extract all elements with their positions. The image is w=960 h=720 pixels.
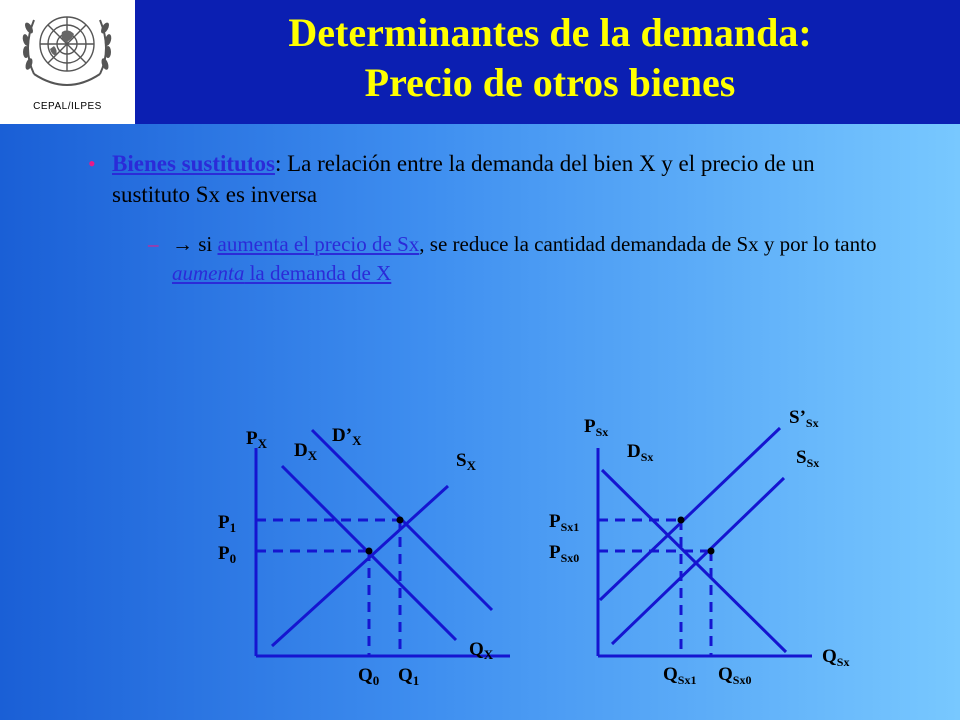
right-p0-label: $P_{Sx0}$ (549, 542, 580, 565)
left-equilibrium-0 (366, 548, 373, 555)
right-p1-label: $P_{Sx1}$ (549, 511, 580, 534)
right-supply-shifted-label: $S’_{Sx}$ (789, 407, 819, 430)
bullet-marker: • (88, 151, 96, 176)
right-y-axis-label: $P_{Sx}$ (584, 416, 609, 439)
left-q0-label: $Q_0$ (358, 665, 380, 688)
left-demand-label: $D_X$ (294, 440, 318, 463)
left-p0-label: $P_0$ (218, 543, 237, 566)
right-x-axis-label: $Q_{Sx}$ (822, 646, 850, 669)
title-line-2: Precio de otros bienes (364, 60, 736, 105)
left-equilibrium-1 (397, 517, 404, 524)
left-q1-label: $Q_1$ (398, 665, 420, 688)
right-supply-label: $S_{Sx}$ (796, 447, 820, 470)
right-equilibrium-1 (678, 517, 685, 524)
left-y-axis-label: $P_X$ (246, 428, 267, 451)
price-increase-link[interactable]: aumenta el precio de Sx (217, 232, 420, 256)
left-demand-shifted-label: $D’_X$ (332, 425, 362, 448)
right-diagram (598, 428, 812, 656)
right-demand-label: $D_{Sx}$ (627, 441, 654, 464)
right-equilibrium-0 (708, 548, 715, 555)
title-line-1: Determinantes de la demanda: (288, 10, 812, 55)
logo-caption: CEPAL/ILPES (33, 101, 102, 112)
substitutes-link[interactable]: Bienes sustitutos (112, 151, 275, 176)
right-supply-curve (612, 478, 784, 644)
sub-text-part2: , se reduce la cantidad demandada de Sx y por lo tanto (419, 232, 877, 256)
arrow-right-icon: → (172, 232, 193, 256)
sub-bullet-marker: – (148, 232, 159, 256)
demand-increase-italic: aumenta (172, 261, 245, 285)
left-x-axis-label: $Q_X$ (469, 639, 494, 662)
right-labels (549, 407, 849, 687)
left-p1-label: $P_1$ (218, 512, 237, 535)
right-q1-label: $Q_{Sx1}$ (663, 664, 697, 687)
bullet-rest: : La relación entre la demanda del bien X y el precio de un sustituto Sx es inversa (112, 151, 815, 207)
left-supply-label: $S_X$ (456, 450, 476, 473)
left-supply-curve (272, 486, 448, 646)
right-demand-curve (602, 470, 786, 652)
left-labels (218, 425, 494, 688)
demand-increase-rest: la demanda de X (244, 261, 392, 285)
right-q0-label: $Q_{Sx0}$ (718, 664, 752, 687)
sub-text-part1: si (193, 232, 218, 256)
